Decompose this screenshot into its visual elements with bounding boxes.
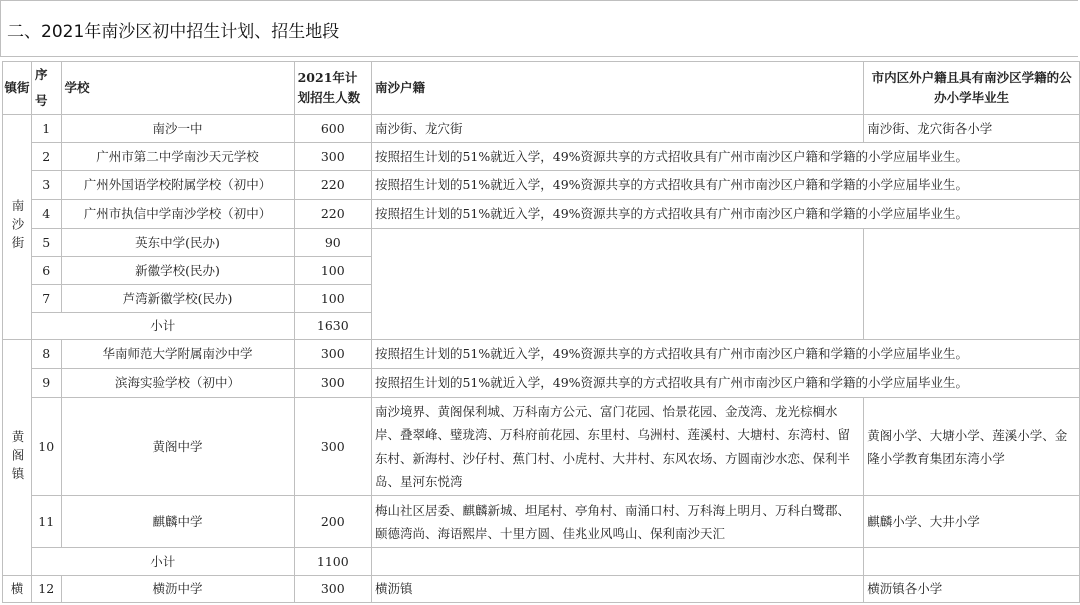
row-school: 华南师范大学附属南沙中学 [61,340,294,369]
row-school: 新徽学校(民办) [61,257,294,285]
row-plan: 100 [294,257,371,285]
row-plan: 300 [294,398,371,496]
row-outside [864,229,1080,340]
table-row [3,171,1080,200]
row-index: 6 [32,257,62,285]
row-local: 按照招生计划的51%就近入学，49%资源共享的方式招收具有广州市南沙区户籍和学籍的小学应届毕业生。 [371,171,1079,200]
header-school: 学校 [61,62,294,115]
table-row [3,398,1080,496]
row-index: 11 [32,496,62,548]
row-index: 12 [32,576,62,603]
subtotal-value: 1630 [294,313,371,340]
row-plan: 300 [294,576,371,603]
page-title: 二、2021年南沙区初中招生计划、招生地段 [7,22,340,42]
header-outside: 市内区外户籍且具有南沙区学籍的公办小学毕业生 [864,62,1080,115]
header-row [3,62,1080,115]
subtotal-label: 小计 [32,313,295,340]
row-outside: 横沥镇各小学 [864,576,1080,603]
row-index: 10 [32,398,62,496]
row-index: 7 [32,285,62,313]
row-plan: 220 [294,171,371,200]
row-local: 按照招生计划的51%就近入学，49%资源共享的方式招收具有广州市南沙区户籍和学籍的小学应届毕业生。 [371,143,1079,171]
row-local: 按照招生计划的51%就近入学，49%资源共享的方式招收具有广州市南沙区户籍和学籍的小学应届毕业生。 [371,340,1079,369]
row-local: 按照招生计划的51%就近入学，49%资源共享的方式招收具有广州市南沙区户籍和学籍的小学应届毕业生。 [371,200,1079,229]
row-local [371,229,863,340]
subtotal-row [3,548,1080,576]
row-plan: 600 [294,115,371,143]
table-row [3,229,1080,257]
table-row [3,200,1080,229]
street-hengli: 横 [3,576,32,603]
row-plan: 100 [294,285,371,313]
page-title-box [0,0,1078,57]
row-local: 横沥镇 [371,576,863,603]
row-index: 5 [32,229,62,257]
row-school: 广州市第二中学南沙天元学校 [61,143,294,171]
row-school: 广州外国语学校附属学校（初中） [61,171,294,200]
table-row [3,115,1080,143]
table-row [3,576,1080,603]
row-index: 3 [32,171,62,200]
header-plan: 2021年计划招生人数 [294,62,371,115]
subtotal-value: 1100 [294,548,371,576]
table-row [3,369,1080,398]
row-outside: 南沙街、龙穴街各小学 [864,115,1080,143]
row-outside: 麒麟小学、大井小学 [864,496,1080,548]
row-school: 芦湾新徽学校(民办) [61,285,294,313]
row-plan: 300 [294,369,371,398]
row-school: 黄阁中学 [61,398,294,496]
row-school: 英东中学(民办) [61,229,294,257]
enrollment-table [2,61,1080,603]
row-plan: 300 [294,143,371,171]
row-plan: 90 [294,229,371,257]
row-index: 1 [32,115,62,143]
subtotal-label: 小计 [32,548,295,576]
row-school: 麒麟中学 [61,496,294,548]
row-local: 南沙街、龙穴街 [371,115,863,143]
table-row [3,143,1080,171]
header-local: 南沙户籍 [371,62,863,115]
row-local: 梅山社区居委、麒麟新城、坦尾村、亭角村、南涌口村、万科海上明月、万科白鹭郡、颐德湾尚、海语熙岸、十里方圆、佳兆业风鸣山、保利南沙天汇 [371,496,863,548]
subtotal-empty-outside [864,548,1080,576]
row-local: 南沙境界、黄阁保利城、万科南方公元、富门花园、怡景花园、金茂湾、龙光棕榈水岸、叠翠峰、璧珑湾、万科府前花园、东里村、乌洲村、莲溪村、大塘村、东湾村、留东村、新海村、沙仔村、蕉门村、小虎村、大井村、东风农场、方圆南沙水恋、保利半岛、星河东悦湾 [371,398,863,496]
row-outside: 黄阁小学、大塘小学、莲溪小学、金隆小学教育集团东湾小学 [864,398,1080,496]
street-nansha: 南沙街 [3,115,32,340]
row-index: 8 [32,340,62,369]
row-school: 南沙一中 [61,115,294,143]
table-row [3,340,1080,369]
subtotal-empty-local [371,548,863,576]
row-local: 按照招生计划的51%就近入学，49%资源共享的方式招收具有广州市南沙区户籍和学籍的小学应届毕业生。 [371,369,1079,398]
table-row [3,496,1080,548]
row-school: 横沥中学 [61,576,294,603]
row-plan: 200 [294,496,371,548]
row-plan: 220 [294,200,371,229]
row-school: 广州市执信中学南沙学校（初中） [61,200,294,229]
row-plan: 300 [294,340,371,369]
street-huangge: 黄阁镇 [3,340,32,576]
header-street: 镇街 [3,62,32,115]
header-index: 序号 [32,62,62,115]
row-index: 4 [32,200,62,229]
row-index: 9 [32,369,62,398]
row-school: 滨海实验学校（初中） [61,369,294,398]
row-index: 2 [32,143,62,171]
